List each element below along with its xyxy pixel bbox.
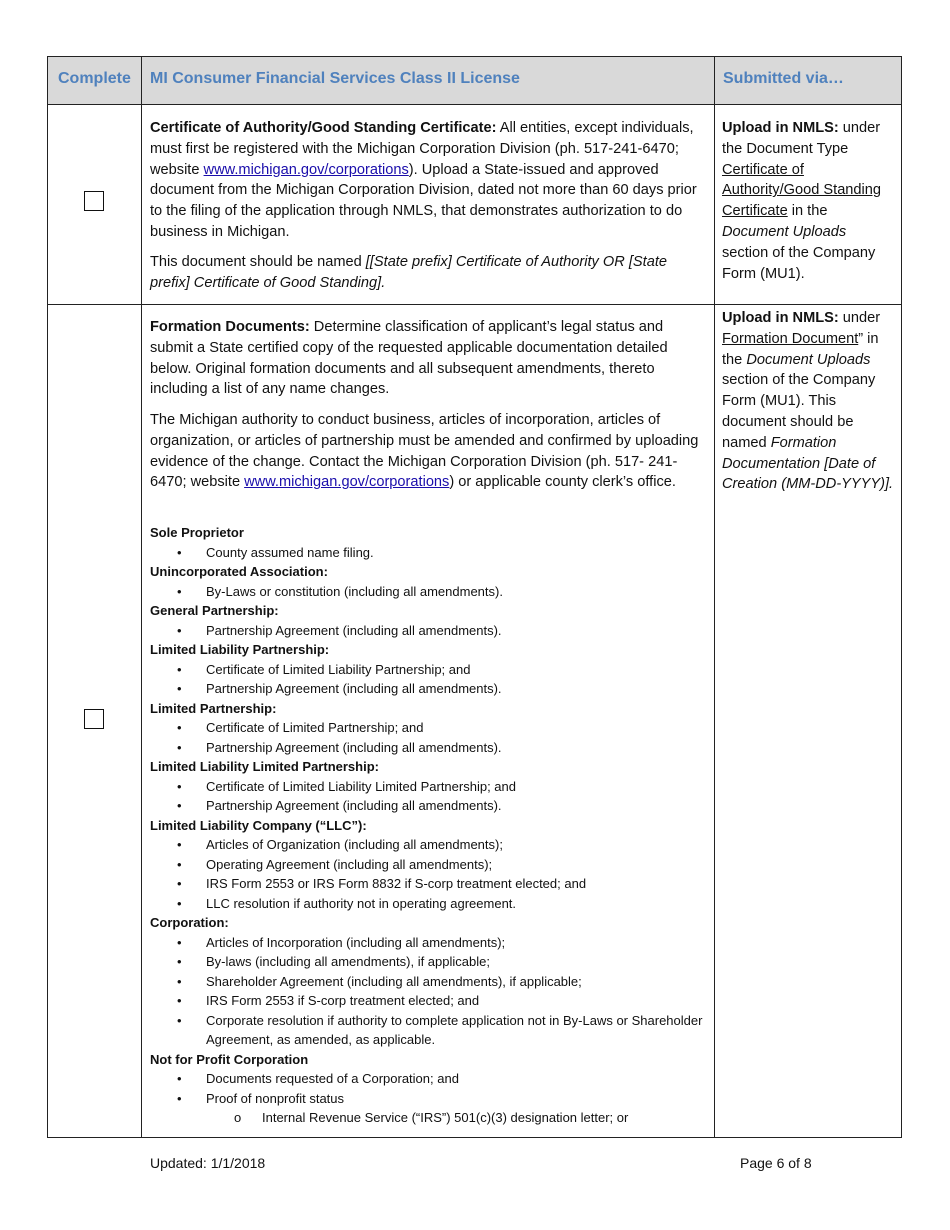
- bullet-icon: •: [177, 1090, 182, 1106]
- corporations-link[interactable]: www.michigan.gov/corporations: [203, 161, 409, 178]
- bullet-icon: •: [177, 973, 182, 989]
- submit-text: under: [838, 310, 881, 326]
- list-item-text: IRS Form 2553 if S-corp treatment elected; and: [206, 993, 480, 1008]
- certificate-title: Certificate of Authority/Good Standing Certificate:: [150, 120, 497, 136]
- list-item: [150, 582, 705, 602]
- entity-category-items: [150, 718, 705, 757]
- list-item: [150, 1011, 705, 1050]
- bullet-icon: •: [177, 876, 182, 891]
- bullet-icon: •: [177, 681, 182, 696]
- certificate-description: [150, 118, 708, 243]
- bullet-icon: •: [177, 583, 182, 599]
- list-item-text: Certificate of Limited Partnership; and: [206, 720, 424, 735]
- header-complete: Complete: [58, 70, 131, 87]
- bullet-icon: •: [177, 1012, 182, 1028]
- submit-text: in the: [787, 203, 828, 220]
- submit-text: under the Document Type: [722, 120, 881, 157]
- certificate-naming: [150, 252, 708, 294]
- document-uploads: Document Uploads: [722, 223, 847, 240]
- bullet-icon: •: [177, 934, 182, 950]
- bullet-icon: •: [177, 895, 182, 911]
- list-item-text: Certificate of Limited Liability Limited Partnership; and: [206, 778, 516, 794]
- document-name: Formation Documentation [Date of Creation (MM-DD-YYYY)].: [722, 434, 894, 493]
- list-item-text: Shareholder Agreement (including all amendments), if applicable;: [206, 973, 582, 989]
- formation-description: [150, 317, 710, 400]
- document-type: Certificate of Authority/Good Standing Certificate: [722, 161, 882, 220]
- list-item-text: County assumed name filing.: [206, 544, 374, 560]
- list-item-text: By-laws (including all amendments), if applicable;: [206, 954, 490, 969]
- formation-authority: [150, 410, 710, 493]
- formation-authority-text: The Michigan authority to conduct business, articles of incorporation, articles of organization, or articles of partnership must be amended and confirmed by uploading evidence of the change. Contact the Michigan Corporation Division (ph. 517- 241-6470; website: [150, 412, 699, 491]
- bullet-icon: •: [177, 544, 182, 560]
- entity-category-heading: Limited Liability Company (“LLC”):: [150, 817, 367, 833]
- bullet-icon: •: [177, 837, 182, 852]
- entity-category-heading: General Partnership:: [150, 603, 279, 618]
- row-divider: [48, 104, 901, 105]
- bullet-icon: •: [177, 739, 182, 755]
- list-item-text: Partnership Agreement (including all amendments).: [206, 681, 502, 696]
- entity-category-heading: Limited Liability Limited Partnership:: [150, 759, 379, 774]
- bullet-icon: •: [177, 856, 182, 872]
- bullet-icon: •: [177, 1071, 182, 1086]
- circle-bullet-icon: o: [234, 1110, 242, 1125]
- row-divider: [48, 304, 901, 305]
- document-uploads: Document Uploads: [746, 351, 871, 368]
- complete-checkbox-certificate[interactable]: [84, 191, 104, 211]
- bullet-icon: •: [177, 720, 182, 735]
- bullet-icon: •: [177, 798, 182, 813]
- formation-authority-text-cont: ) or applicable county clerk’s office.: [449, 474, 676, 491]
- entity-category-items: [150, 543, 705, 563]
- list-item-text: Documents requested of a Corporation; and: [206, 1071, 459, 1086]
- formation-text: Determine classification of applicant’s legal status and submit a State certified copy of the requested applicable documentation detailed below. Original formation documents and all subsequent amendments, thereto including a list of any name changes.: [150, 319, 668, 398]
- submit-text: section of the Company Form (MU1). This document should be named: [722, 372, 876, 451]
- entity-type-list: [150, 523, 705, 1128]
- submit-text: ” in the: [722, 330, 879, 368]
- certificate-submission: [722, 118, 894, 284]
- list-item-text: Partnership Agreement (including all amendments).: [206, 739, 502, 755]
- list-item-text: Proof of nonprofit status: [206, 1090, 345, 1106]
- list-subitem: [150, 1108, 705, 1128]
- list-item: [150, 835, 705, 855]
- list-item: [150, 777, 705, 797]
- list-item: [150, 933, 705, 953]
- entity-category-heading: Not for Profit Corporation: [150, 1051, 309, 1067]
- entity-category-items: [150, 933, 705, 1050]
- list-item: [150, 621, 705, 641]
- list-item: [150, 894, 705, 914]
- list-item-text: Operating Agreement (including all amendments);: [206, 856, 493, 872]
- list-item-text: Partnership Agreement (including all amendments).: [206, 622, 502, 638]
- naming-lead: This document should be named: [150, 254, 366, 270]
- header-license: MI Consumer Financial Services Class II License: [150, 70, 520, 87]
- entity-category-items: [150, 621, 705, 641]
- bullet-icon: •: [177, 954, 182, 969]
- list-item: [150, 738, 705, 758]
- list-item: [150, 972, 705, 992]
- list-item: [150, 679, 705, 699]
- list-subitem-text: Internal Revenue Service (“IRS”) 501(c)(3) designation letter; or: [262, 1110, 629, 1125]
- list-item: [150, 796, 705, 816]
- list-item-text: IRS Form 2553 or IRS Form 8832 if S-corp treatment elected; and: [206, 876, 587, 891]
- bullet-icon: •: [177, 993, 182, 1008]
- complete-checkbox-formation[interactable]: [84, 709, 104, 729]
- entity-category-heading: Corporation:: [150, 915, 229, 930]
- list-item: [150, 543, 705, 563]
- list-item-text: Articles of Organization (including all amendments);: [206, 837, 503, 852]
- list-item-text: Partnership Agreement (including all amendments).: [206, 798, 502, 813]
- bullet-icon: •: [177, 622, 182, 638]
- entity-category-heading: Sole Proprietor: [150, 525, 244, 540]
- list-item: [150, 874, 705, 894]
- list-item-text: Certificate of Limited Liability Partnership; and: [206, 661, 471, 677]
- entity-category-items: [150, 1069, 705, 1128]
- list-item-text: LLC resolution if authority not in operating agreement.: [206, 895, 517, 911]
- formation-title: Formation Documents:: [150, 319, 310, 335]
- list-item: [150, 1069, 705, 1089]
- bullet-icon: •: [177, 661, 182, 677]
- header-submitted: Submitted via…: [723, 70, 844, 87]
- list-item: [150, 855, 705, 875]
- list-item: [150, 718, 705, 738]
- submit-text: section of the Company Form (MU1).: [722, 244, 876, 282]
- upload-label: Upload in NMLS:: [722, 120, 839, 136]
- entity-category-items: [150, 777, 705, 816]
- entity-category-items: [150, 582, 705, 602]
- formation-submission: [722, 308, 894, 495]
- list-item: [150, 1089, 705, 1109]
- column-divider: [714, 57, 715, 1137]
- upload-label: Upload in NMLS:: [722, 310, 839, 326]
- list-item: [150, 952, 705, 972]
- document-type: Formation Document: [722, 330, 859, 347]
- list-item: [150, 660, 705, 680]
- entity-category-heading: Unincorporated Association:: [150, 564, 328, 579]
- column-divider: [141, 57, 142, 1137]
- list-item-text: Articles of Incorporation (including all amendments);: [206, 934, 506, 950]
- footer-page-number: Page 6 of 8: [740, 1155, 812, 1171]
- naming-italic: [[State prefix] Certificate of Authority OR [State prefix] Certificate of Good Standing].: [150, 254, 667, 291]
- list-item-text: Corporate resolution if authority to complete application not in By-Laws or Shareholder Agreement, as amended, as applicable.: [206, 1012, 703, 1047]
- entity-category-heading: Limited Liability Partnership:: [150, 642, 330, 657]
- list-item-text: By-Laws or constitution (including all amendments).: [206, 583, 503, 599]
- entity-category-items: [150, 660, 705, 699]
- certificate-text-cont: ). Upload a State-issued and approved document from the Michigan Corporation Division, dated not more than 60 days prior to the filing of the application through NMLS, that demonstrates authorization to do business in Michigan.: [150, 161, 697, 240]
- corporations-link[interactable]: www.michigan.gov/corporations: [244, 474, 450, 491]
- footer-updated: Updated: 1/1/2018: [150, 1155, 266, 1171]
- list-item: [150, 991, 705, 1011]
- certificate-text: All entities, except individuals, must first be registered with the Michigan Corporation Division (ph. 517-241-6470; website: [150, 120, 694, 178]
- entity-category-items: [150, 835, 705, 913]
- bullet-icon: •: [177, 778, 182, 794]
- entity-category-heading: Limited Partnership:: [150, 700, 277, 716]
